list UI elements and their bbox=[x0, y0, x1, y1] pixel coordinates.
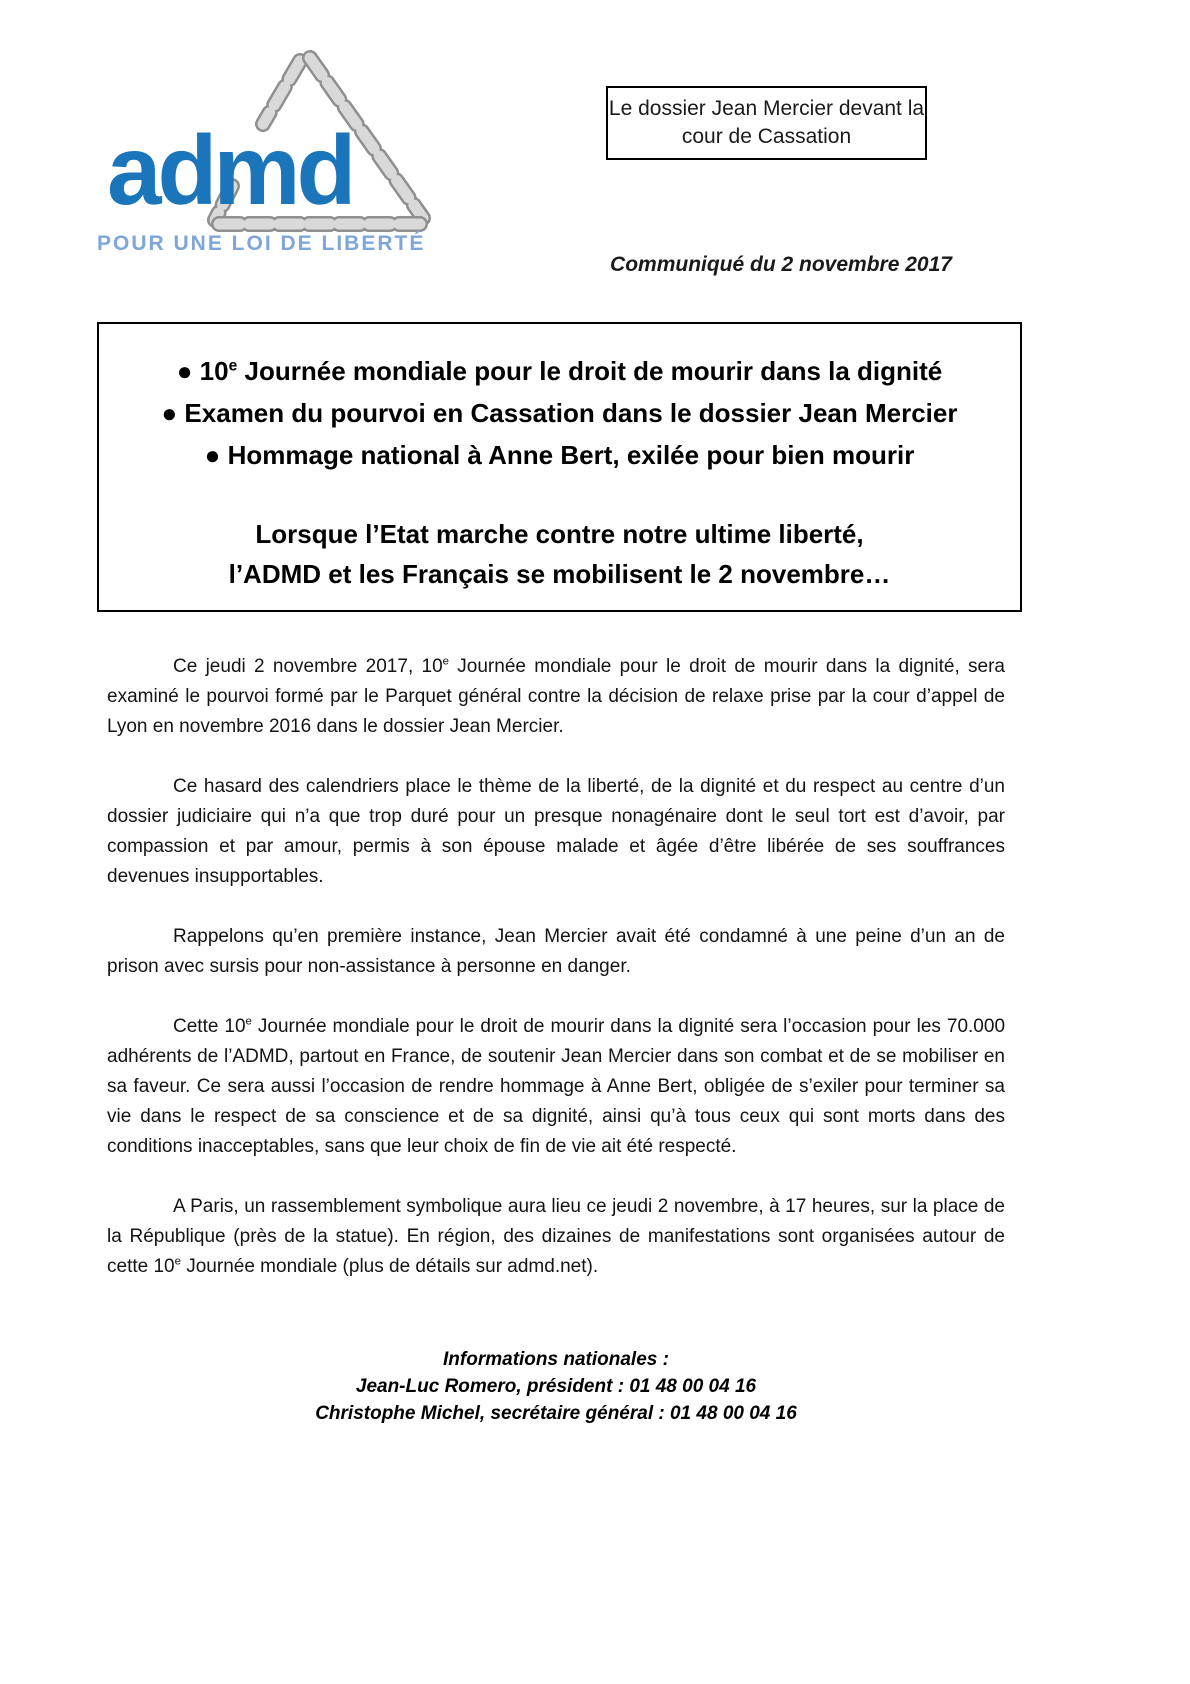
headline-bullet: ● 10e Journée mondiale pour le droit de mourir dans la dignité bbox=[176, 356, 943, 386]
paragraph: A Paris, un rassemblement symbolique aura lieu ce jeudi 2 novembre, à 17 heures, sur la place de la République (près de la statue). En région, des dizaines de manifestations sont organisées autour de cette 10e Journée mondiale (plus de détails sur admd.net). bbox=[107, 1196, 1005, 1277]
subtitle-line: Lorsque l’Etat marche contre notre ultime liberté, bbox=[255, 519, 864, 549]
paragraph: Rappelons qu’en première instance, Jean Mercier avait été condamné à une peine d’un an de prison avec sursis pour non-assistance à personne en danger. bbox=[107, 926, 1005, 977]
paragraph: Cette 10e Journée mondiale pour le droit de mourir dans la dignité sera l’occasion pour les 70.000 adhérents de l’ADMD, partout en France, de soutenir Jean Mercier dans son combat et de se mobiliser en sa faveur. Ce sera aussi l’occasion de rendre hommage à Anne Bert, obligée de s’exiler pour terminer sa vie dans le respect de sa conscience et de sa dignité, ainsi qu’à tous ceux qui sont morts dans des conditions inacceptables, sans que leur choix de fin de vie ait été respecté. bbox=[107, 1015, 1006, 1157]
headline-bullet: ● Hommage national à Anne Bert, exilée pour bien mourir bbox=[204, 440, 915, 470]
admd-logo bbox=[95, 36, 435, 234]
headline-box bbox=[97, 322, 1022, 612]
communique-date: Communiqué du 2 novembre 2017 bbox=[610, 253, 952, 276]
chain-triangle-icon bbox=[95, 36, 435, 234]
paragraph: Ce hasard des calendriers place le thème de la liberté, de la dignité et du respect au centre d’un dossier judiciaire qui n’a que trop duré pour un presque nonagénaire dont le seul tort est d’avoir, par compassion et par amour, permis à son épouse malade et âgée d’être libérée de ses souffrances devenues insupportables. bbox=[107, 776, 1005, 887]
logo-tagline: POUR UNE LOI DE LIBERTÉ bbox=[97, 232, 426, 255]
contact-line: Jean-Luc Romero, président : 01 48 00 04 16 bbox=[355, 1376, 757, 1397]
case-box-line2: cour de Cassation bbox=[681, 125, 852, 148]
paragraph: Ce jeudi 2 novembre 2017, 10e Journée mondiale pour le droit de mourir dans la dignité, sera examiné le pourvoi formé par le Parquet général contre la décision de relaxe prise par la cour d’appel de Lyon en novembre 2016 dans le dossier Jean Mercier. bbox=[107, 655, 1006, 737]
contact-line: Informations nationales : bbox=[443, 1349, 669, 1370]
contact-line: Christophe Michel, secrétaire général : 01 48 00 04 16 bbox=[315, 1403, 797, 1424]
headline-bullet: ● Examen du pourvoi en Cassation dans le dossier Jean Mercier bbox=[161, 398, 958, 428]
subtitle-line: l’ADMD et les Français se mobilisent le 2 novembre… bbox=[228, 559, 891, 589]
contact-info bbox=[107, 1346, 1005, 1427]
body-text bbox=[107, 652, 1005, 1282]
logo-wordmark: admd bbox=[107, 115, 353, 225]
headline-bullets bbox=[99, 350, 1020, 476]
case-box-line1: Le dossier Jean Mercier devant la bbox=[608, 97, 925, 121]
case-reference-box bbox=[606, 86, 927, 160]
headline-subtitle bbox=[99, 514, 1020, 594]
